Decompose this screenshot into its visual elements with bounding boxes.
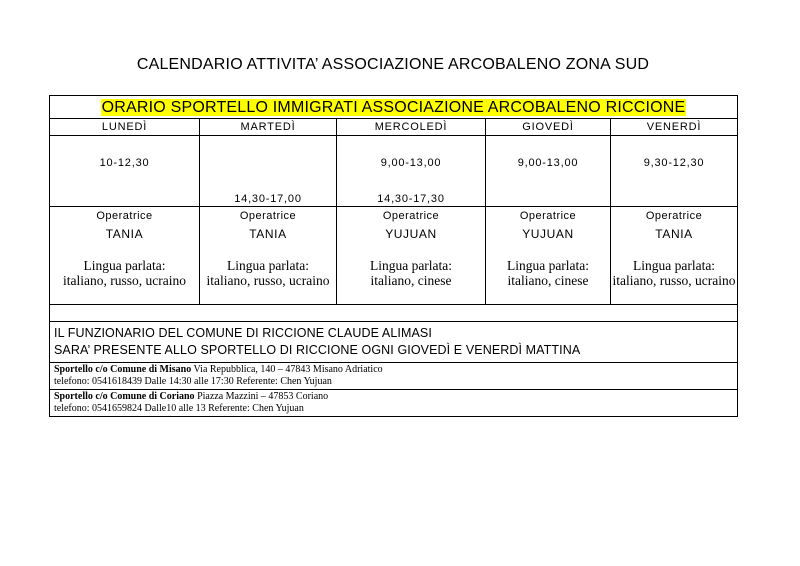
operator-label: Operatrice: [519, 210, 577, 222]
hours-monday: [50, 136, 200, 207]
morning-hours: 10-12,30: [99, 157, 150, 169]
office-name: Sportello c/o Comune di Coriano: [54, 391, 195, 402]
operator-label: Operatrice: [382, 210, 440, 222]
language-label: Lingua parlata:: [506, 258, 590, 273]
languages-block: [486, 258, 610, 288]
office-coriano: [50, 390, 738, 417]
office-name: Sportello c/o Comune di Misano: [54, 364, 192, 375]
staff-thursday: [486, 207, 611, 305]
operator-label: Operatrice: [239, 210, 297, 222]
document-title: CALENDARIO ATTIVITA’ ASSOCIAZIONE ARCOBALENO ZONA SUD: [136, 56, 650, 73]
operator-label: Operatrice: [96, 210, 153, 222]
language-label: Lingua parlata:: [632, 258, 716, 273]
schedule-banner: ORARIO SPORTELLO IMMIGRATI ASSOCIAZIONE ARCOBALENO RICCIONE: [101, 98, 686, 116]
language-list: italiano, russo, ucraino: [63, 273, 186, 288]
notice-line-2: SARA’ PRESENTE ALLO SPORTELLO DI RICCIONE OGNI GIOVEDÌ E VENERDÌ MATTINA: [54, 343, 581, 357]
schedule-table: [49, 95, 738, 417]
operator-name: YUJUAN: [522, 227, 574, 241]
operator-name: TANIA: [655, 227, 693, 241]
language-list: italiano, russo, ucraino: [206, 273, 330, 288]
operator-name: TANIA: [105, 227, 144, 241]
staff-friday: [611, 207, 738, 305]
day-header-tuesday: MARTEDÌ: [200, 119, 337, 136]
day-header-wednesday: MERCOLEDÌ: [337, 119, 486, 136]
hours-thursday: [486, 136, 611, 207]
language-list: italiano, cinese: [370, 273, 452, 288]
operator-name: YUJUAN: [385, 227, 437, 241]
language-list: italiano, russo, ucraino: [612, 273, 736, 288]
hours-tuesday: [200, 136, 337, 207]
hours-friday: [611, 136, 738, 207]
morning-hours: 9,00-13,00: [517, 157, 579, 169]
morning-hours: 9,00-13,00: [380, 157, 442, 169]
day-header-friday: VENERDÌ: [611, 119, 738, 136]
language-label: Lingua parlata:: [83, 258, 166, 273]
afternoon-hours: 14,30-17,30: [377, 193, 445, 205]
language-list: italiano, cinese: [507, 273, 589, 288]
languages-block: [611, 258, 737, 288]
operator-label: Operatrice: [645, 210, 703, 222]
languages-block: [200, 258, 336, 288]
languages-block: [337, 258, 485, 288]
afternoon-hours: 14,30-17,00: [234, 193, 302, 205]
day-header-monday: LUNEDÌ: [50, 119, 200, 136]
office-contact: telefono: 0541618439 Dalle 14:30 alle 17:30 Referente: Chen Yujuan: [54, 376, 332, 387]
office-address: Piazza Mazzini – 47853 Coriano: [194, 391, 329, 402]
office-misano: [50, 363, 738, 390]
notice-line-1: IL FUNZIONARIO DEL COMUNE DI RICCIONE CLAUDE ALIMASI: [54, 326, 432, 340]
staff-monday: [50, 207, 200, 305]
morning-hours: 9,30-12,30: [643, 157, 705, 169]
language-label: Lingua parlata:: [369, 258, 453, 273]
staff-row: [50, 207, 738, 305]
official-notice: [50, 322, 738, 363]
day-header-thursday: GIOVEDÌ: [486, 119, 611, 136]
staff-wednesday: [337, 207, 486, 305]
office-contact: telefono: 0541659824 Dalle10 alle 13 Referente: Chen Yujuan: [54, 403, 304, 414]
language-label: Lingua parlata:: [226, 258, 310, 273]
office-address: Via Repubblica, 140 – 47843 Misano Adriatico: [191, 364, 383, 375]
languages-block: [50, 258, 199, 288]
days-row: [50, 119, 738, 136]
staff-tuesday: [200, 207, 337, 305]
spacer-row: [50, 305, 738, 322]
hours-wednesday: [337, 136, 486, 207]
hours-row: [50, 136, 738, 207]
banner-cell: [50, 96, 738, 119]
operator-name: TANIA: [249, 227, 287, 241]
